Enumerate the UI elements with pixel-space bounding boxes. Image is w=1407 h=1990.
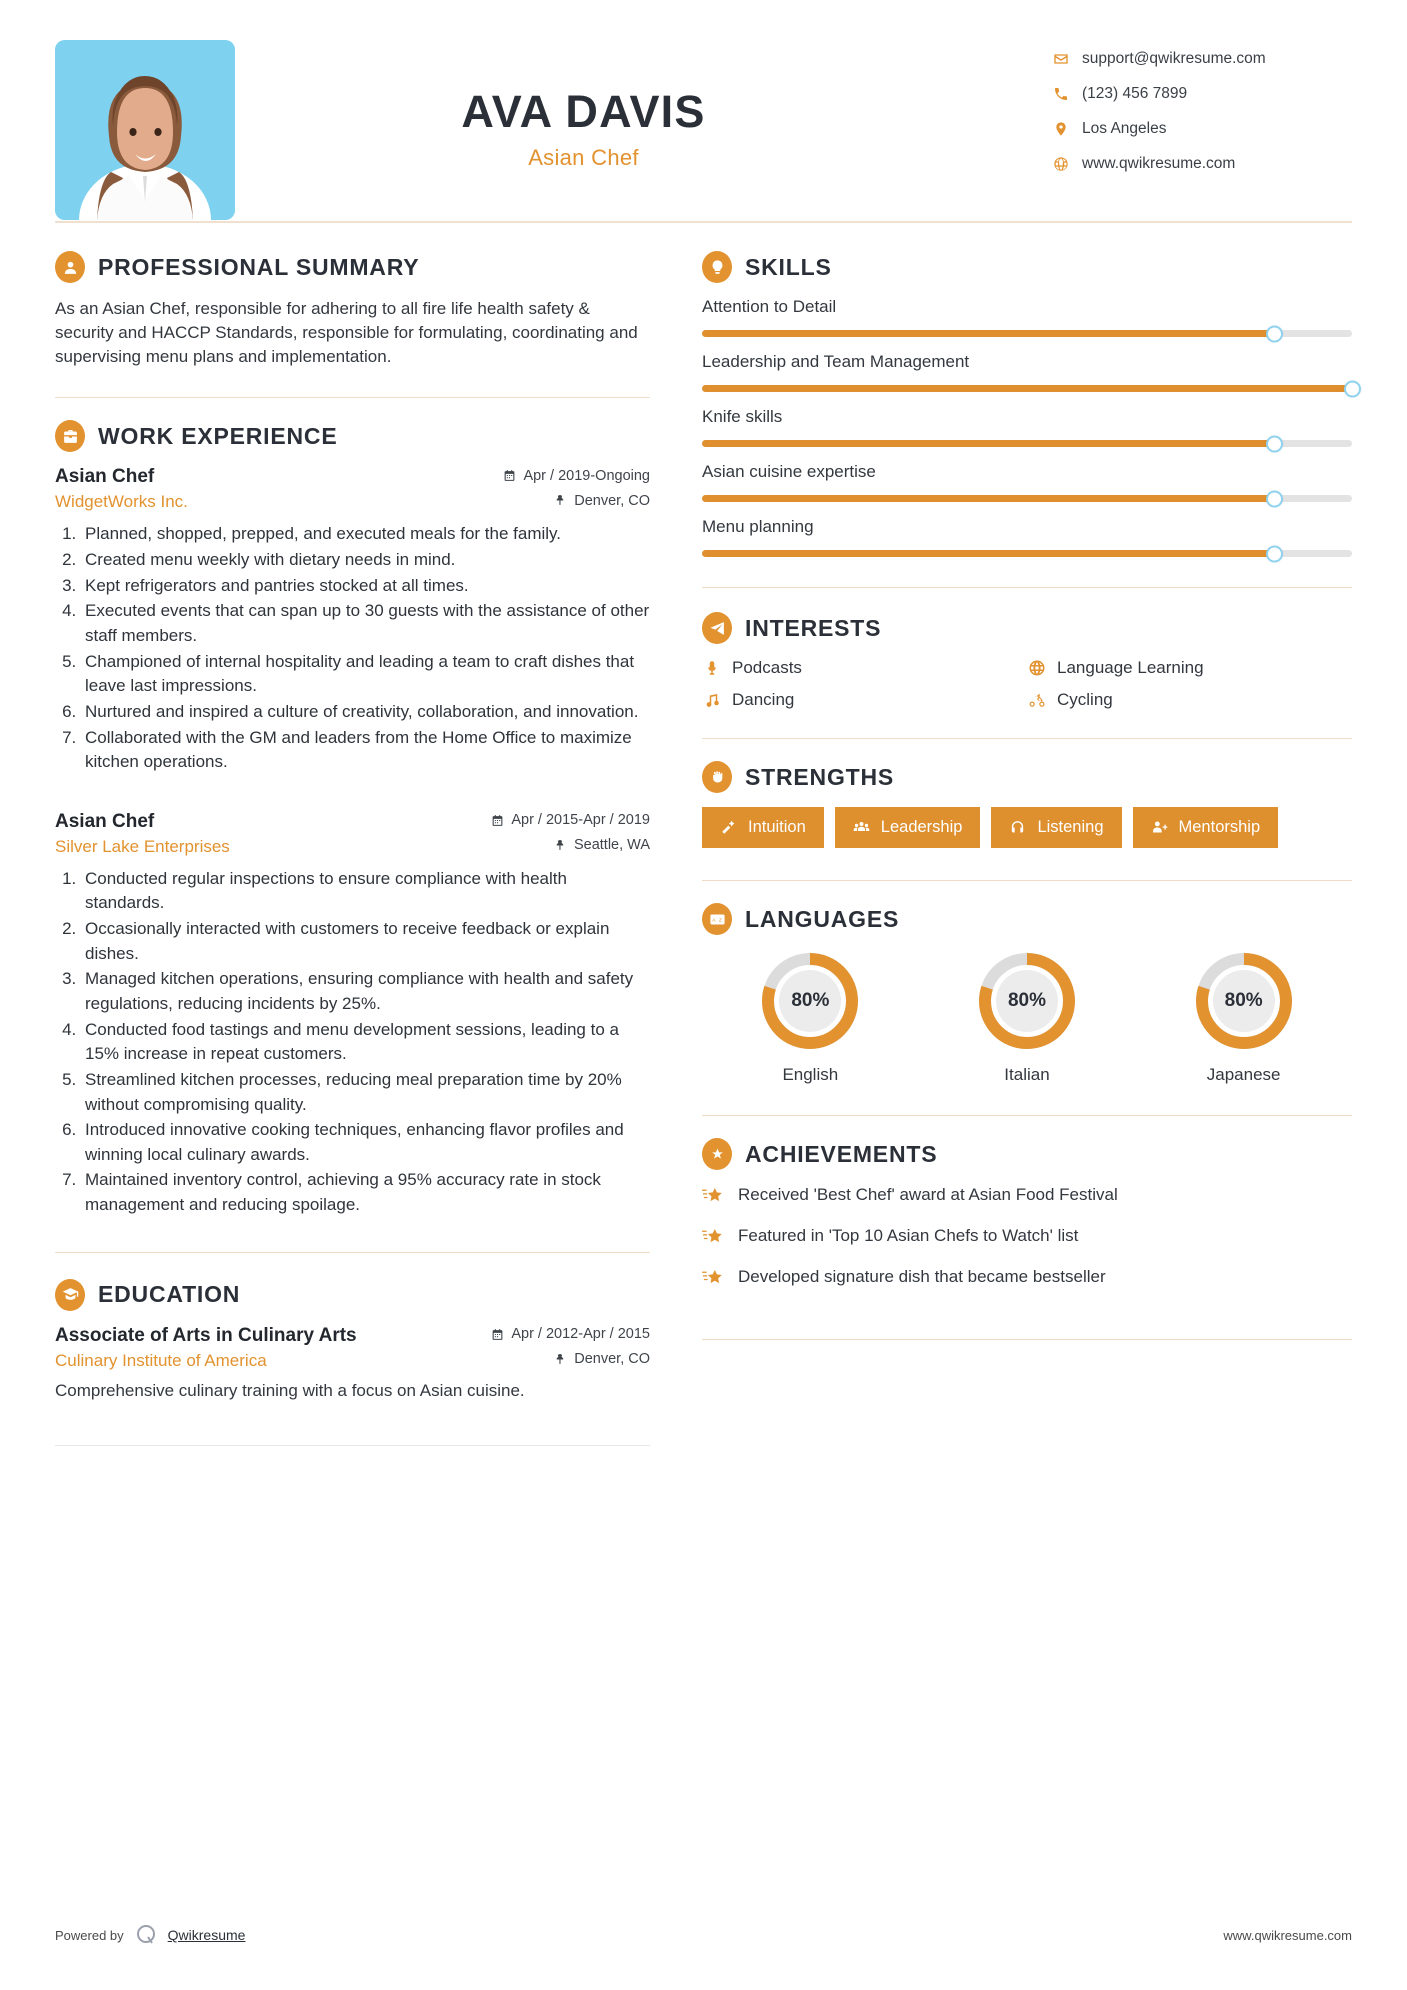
skill-label: Asian cuisine expertise xyxy=(702,462,876,481)
language-donut-chart xyxy=(1192,949,1296,1053)
education-location-text: Denver, CO xyxy=(574,1351,650,1368)
list-item: 5. Championed of internal hospitality and leading a team to craft dishes that leave last impressions. xyxy=(81,650,650,699)
section-divider xyxy=(55,1252,650,1253)
svg-text:A: A xyxy=(711,918,716,924)
contact-phone-text: (123) 456 7899 xyxy=(1082,85,1188,102)
shooting-star-icon xyxy=(702,1266,726,1293)
section-languages xyxy=(702,903,1352,1085)
section-strengths xyxy=(702,761,1352,848)
resume-header xyxy=(55,0,1352,215)
footer-website: www.qwikresume.com xyxy=(1223,1927,1352,1943)
section-title-summary: PROFESSIONAL SUMMARY xyxy=(98,253,420,280)
skill-slider[interactable] xyxy=(702,550,1352,557)
bicycle-icon xyxy=(1027,690,1047,710)
microphone-icon xyxy=(702,658,722,678)
interest-label: Dancing xyxy=(732,690,795,709)
contact-email[interactable] xyxy=(1052,50,1352,68)
achievement-text: Received 'Best Chef' award at Asian Food Festival xyxy=(738,1185,1118,1204)
section-title-achievements: ACHIEVEMENTS xyxy=(745,1140,938,1167)
star-badge-icon xyxy=(702,1138,732,1170)
contact-email-text: support@qwikresume.com xyxy=(1082,50,1266,67)
work-entry xyxy=(55,466,650,774)
shooting-star-icon xyxy=(702,1184,726,1211)
interest-label: Language Learning xyxy=(1057,658,1204,677)
strength-label: Listening xyxy=(1037,818,1104,836)
work-dates-text: Apr / 2015-Apr / 2019 xyxy=(511,812,650,829)
pin-icon xyxy=(554,839,567,852)
section-achievements xyxy=(702,1138,1352,1293)
section-divider xyxy=(702,738,1352,739)
education-entry xyxy=(55,1325,650,1403)
skill-slider[interactable] xyxy=(702,495,1352,502)
svg-text:Z: Z xyxy=(718,918,722,924)
qwikresume-link[interactable]: Qwikresume xyxy=(167,1927,246,1943)
education-dates-text: Apr / 2012-Apr / 2015 xyxy=(511,1326,650,1343)
section-skills xyxy=(702,223,1352,557)
fist-icon xyxy=(702,761,732,793)
avatar xyxy=(55,40,235,220)
shooting-star-icon xyxy=(702,1225,726,1252)
headphones-icon xyxy=(1009,819,1026,836)
section-divider xyxy=(55,397,650,398)
interest-label: Podcasts xyxy=(732,658,802,677)
interest-item xyxy=(1027,690,1352,710)
right-column xyxy=(680,223,1352,1446)
list-item: 7. Collaborated with the GM and leaders from the Home Office to maximize kitchen operations. xyxy=(81,726,650,775)
section-divider xyxy=(702,1115,1352,1116)
skill-item xyxy=(702,462,1352,502)
work-dates xyxy=(491,812,650,828)
section-education xyxy=(55,1279,650,1403)
users-group-icon xyxy=(853,819,870,836)
contact-website-text: www.qwikresume.com xyxy=(1082,155,1236,172)
list-item: 2. Created menu weekly with dietary needs in mind. xyxy=(81,548,650,573)
list-item: 4. Conducted food tastings and menu development sessions, leading to a 15% increase in repeat customers. xyxy=(81,1018,650,1067)
resume-body xyxy=(55,223,1352,1446)
calendar-icon xyxy=(491,814,504,827)
skill-label: Menu planning xyxy=(702,517,814,536)
powered-by-block xyxy=(55,1922,245,1948)
strength-tag[interactable] xyxy=(702,807,824,848)
calendar-icon xyxy=(491,1328,504,1341)
skill-item xyxy=(702,517,1352,557)
list-item: 5. Streamlined kitchen processes, reducing meal preparation time by 20% without compromising quality. xyxy=(81,1068,650,1117)
section-professional-summary xyxy=(55,223,650,369)
location-pin-icon xyxy=(1052,120,1070,138)
skill-slider[interactable] xyxy=(702,440,1352,447)
work-location-text: Denver, CO xyxy=(574,492,650,509)
section-title-skills: SKILLS xyxy=(745,253,832,280)
work-location xyxy=(554,493,650,509)
section-title-education: EDUCATION xyxy=(98,1281,241,1308)
contact-list xyxy=(1052,40,1352,190)
education-dates xyxy=(491,1326,650,1342)
strength-tag[interactable] xyxy=(1133,807,1279,848)
achievement-text: Developed signature dish that became bestseller xyxy=(738,1267,1106,1286)
skill-label: Knife skills xyxy=(702,407,783,426)
language-label: Italian xyxy=(1004,1065,1050,1084)
list-item: 1. Conducted regular inspections to ensure compliance with health standards. xyxy=(81,867,650,916)
user-plus-icon xyxy=(1151,819,1168,836)
section-title-interests: INTERESTS xyxy=(745,614,882,641)
job-role-subtitle: Asian Chef xyxy=(528,145,639,171)
skill-label: Attention to Detail xyxy=(702,297,837,316)
phone-icon xyxy=(1052,85,1070,103)
language-percent: 80% xyxy=(1007,990,1046,1011)
education-school: Culinary Institute of America xyxy=(55,1350,267,1370)
work-entry xyxy=(55,811,650,1218)
work-dates xyxy=(503,468,650,484)
email-icon xyxy=(1052,50,1070,68)
strength-label: Leadership xyxy=(880,818,963,836)
list-item: 3. Managed kitchen operations, ensuring compliance with health and safety regulations, reducing incidents by 25%. xyxy=(81,967,650,1016)
skill-label: Leadership and Team Management xyxy=(702,352,970,371)
strength-tag[interactable] xyxy=(835,807,981,848)
section-divider xyxy=(702,1339,1352,1340)
pin-icon xyxy=(554,1353,567,1366)
contact-phone[interactable] xyxy=(1052,85,1352,103)
paper-plane-icon xyxy=(702,612,732,644)
page-footer xyxy=(55,1922,1352,1948)
list-item: 2. Occasionally interacted with customers to receive feedback or explain dishes. xyxy=(81,917,650,966)
achievement-text: Featured in 'Top 10 Asian Chefs to Watch' list xyxy=(738,1226,1079,1245)
section-work-experience xyxy=(55,420,650,1217)
work-location-text: Seattle, WA xyxy=(573,837,650,854)
achievement-item xyxy=(702,1225,1352,1252)
interest-item xyxy=(1027,658,1352,678)
work-bullet-list xyxy=(81,867,650,1218)
section-divider xyxy=(702,587,1352,588)
skill-slider[interactable] xyxy=(702,330,1352,337)
work-job-title: Asian Chef xyxy=(55,810,155,832)
section-title-strengths: STRENGTHS xyxy=(745,763,895,790)
list-item: 7. Maintained inventory control, achieving a 95% accuracy rate in stock management and reducing spoilage. xyxy=(81,1168,650,1217)
calendar-icon xyxy=(503,469,516,482)
language-item xyxy=(975,949,1079,1085)
page-title: AVA DAVIS xyxy=(461,86,706,137)
strength-label: Mentorship xyxy=(1178,818,1261,836)
summary-text: As an Asian Chef, responsible for adhering to all fire life health safety & security and HACCP Standards, responsible for formulating, coordinating and supervising menu plans and implementation. xyxy=(55,299,638,367)
contact-location[interactable] xyxy=(1052,120,1352,138)
pin-icon xyxy=(554,494,567,507)
interest-item xyxy=(702,690,1027,710)
language-percent: 80% xyxy=(1224,990,1263,1011)
globe-icon xyxy=(1027,658,1047,678)
contact-website[interactable] xyxy=(1052,155,1352,173)
list-item: 3. Kept refrigerators and pantries stocked at all times. xyxy=(81,574,650,599)
name-block xyxy=(235,40,1052,171)
left-column xyxy=(55,223,680,1446)
contact-location-text: Los Angeles xyxy=(1082,120,1167,137)
section-title-languages: LANGUAGES xyxy=(745,905,900,932)
music-note-icon xyxy=(702,690,722,710)
section-divider xyxy=(55,1445,650,1446)
work-bullet-list xyxy=(81,522,650,774)
qwikresume-logo-icon xyxy=(133,1922,159,1948)
work-company: WidgetWorks Inc. xyxy=(55,492,188,512)
list-item: 4. Executed events that can span up to 30 guests with the assistance of other staff members. xyxy=(81,599,650,648)
language-donut-chart xyxy=(758,949,862,1053)
section-divider xyxy=(702,880,1352,881)
language-item xyxy=(758,949,862,1085)
translate-icon xyxy=(702,903,732,935)
work-job-title: Asian Chef xyxy=(55,466,155,488)
skill-item xyxy=(702,297,1352,337)
list-item: 1. Planned, shopped, prepped, and executed meals for the family. xyxy=(81,522,650,547)
strength-label: Intuition xyxy=(748,818,806,836)
work-company: Silver Lake Enterprises xyxy=(55,836,230,856)
interest-label: Cycling xyxy=(1057,690,1113,709)
work-dates-text: Apr / 2019-Ongoing xyxy=(523,467,650,484)
achievement-item xyxy=(702,1266,1352,1293)
skill-item xyxy=(702,407,1352,447)
magic-wand-icon xyxy=(720,819,737,836)
briefcase-icon xyxy=(55,420,85,452)
section-title-work: WORK EXPERIENCE xyxy=(98,422,338,449)
lightbulb-icon xyxy=(702,251,732,283)
education-degree: Associate of Arts in Culinary Arts xyxy=(55,1324,357,1346)
education-location xyxy=(554,1351,650,1367)
language-percent: 80% xyxy=(791,990,830,1011)
graduation-cap-icon xyxy=(55,1279,85,1311)
strength-tag[interactable] xyxy=(991,807,1121,848)
globe-icon xyxy=(1052,155,1070,173)
list-item: 6. Introduced innovative cooking techniques, enhancing flavor profiles and winning local culinary awards. xyxy=(81,1118,650,1167)
language-item xyxy=(1192,949,1296,1085)
list-item: 6. Nurtured and inspired a culture of creativity, collaboration, and innovation. xyxy=(81,700,650,725)
education-description: Comprehensive culinary training with a focus on Asian cuisine. xyxy=(55,1380,525,1400)
language-donut-chart xyxy=(975,949,1079,1053)
section-interests xyxy=(702,612,1352,710)
interest-item xyxy=(702,658,1027,678)
user-circle-icon xyxy=(55,251,85,283)
language-label: Japanese xyxy=(1206,1065,1281,1084)
skill-item xyxy=(702,352,1352,392)
powered-by-label: Powered by xyxy=(55,1927,124,1943)
skill-slider[interactable] xyxy=(702,385,1352,392)
achievement-item xyxy=(702,1184,1352,1211)
language-label: English xyxy=(782,1065,839,1084)
work-location xyxy=(554,837,650,853)
